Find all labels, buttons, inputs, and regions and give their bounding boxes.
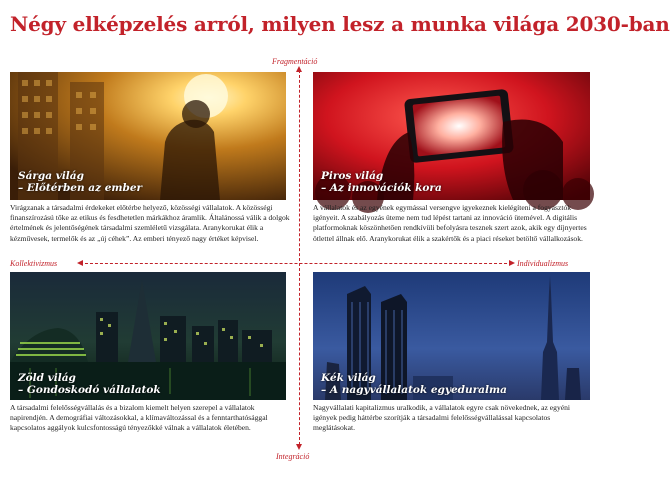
- red-world-description: A vállalatok és az egyének egymással versengve igyekeznek kielégíteni a fogyasztók igényeit. A szabályozás üteme nem tud lépést tartani az innováció ütemével. A digitális platformoknak köszönhetően rendkívüli befolyásra tesznek szert azok, akik egy díjnyertes ötlettel állnak elő. Aranykorukat élik a szakértők és a piaci réseket betöltő vállalkozások.: [313, 203, 587, 243]
- vertical-axis-line: [299, 263, 300, 445]
- arrow-left-icon: [77, 260, 83, 266]
- page-title: Négy elképzelés arról, milyen lesz a munka világa 2030-ban: [10, 12, 670, 36]
- arrow-right-icon: [509, 260, 515, 266]
- green-world-subtitle: – Gondoskodó vállalatok: [18, 384, 161, 396]
- yellow-world-description: Virágzanak a társadalmi érdekeket előtérbe helyező, közösségi vállalatok. A közösségi finanszírozású tőke az etikus és fesdhetetlen márkákhoz áramlik. Általánossá válik a dolgok értelmének és jelentőségének társadalmi szemléletű vizsgálata. Aranykorukat élik a kézművesek, termelők és az „új céhek”. Az emberi tényező nagy értéket képvisel.: [10, 203, 290, 243]
- arrow-up-icon: [296, 66, 302, 72]
- blue-world-photo: [313, 272, 590, 400]
- yellow-world-subtitle: – Előtérben az ember: [18, 182, 143, 194]
- axis-label-top: Fragmentáció: [272, 57, 318, 66]
- vertical-axis-line: [299, 70, 300, 266]
- green-world-title: Zöld világ: [18, 372, 76, 384]
- arrow-down-icon: [296, 444, 302, 450]
- yellow-world-title: Sárga világ: [18, 170, 84, 182]
- green-world-description: A társadalmi felelősségvállalás és a bizalom kiemelt helyen szerepel a vállalatok napirendjén. A demográfiai változásokkal, a klímaváltozással és a fenntarthatósággal kapcsolatos aggályok kulcsfontosságú tényezőkké válnak a vállalatok életében.: [10, 403, 268, 433]
- axis-label-right: Individualizmus: [517, 259, 569, 268]
- horizontal-axis-line: [80, 263, 512, 264]
- blue-world-title: Kék világ: [321, 372, 376, 384]
- green-world-photo: [10, 272, 286, 400]
- red-world-photo: [313, 72, 590, 200]
- axis-label-bottom: Integráció: [276, 452, 310, 461]
- red-world-title: Piros világ: [321, 170, 384, 182]
- yellow-world-photo: [10, 72, 286, 200]
- blue-world-subtitle: – A nagyvállalatok egyeduralma: [321, 384, 507, 396]
- blue-world-description: Nagyvállalati kapitalizmus uralkodik, a vállalatok egyre csak növekednek, az egyéni igények pedig háttérbe szorítják a társadalmi felelősségvállalással kapcsolatos meglátásokat.: [313, 403, 571, 433]
- axis-label-left: Kollektivizmus: [10, 259, 58, 268]
- red-world-subtitle: – Az innovációk kora: [321, 182, 442, 194]
